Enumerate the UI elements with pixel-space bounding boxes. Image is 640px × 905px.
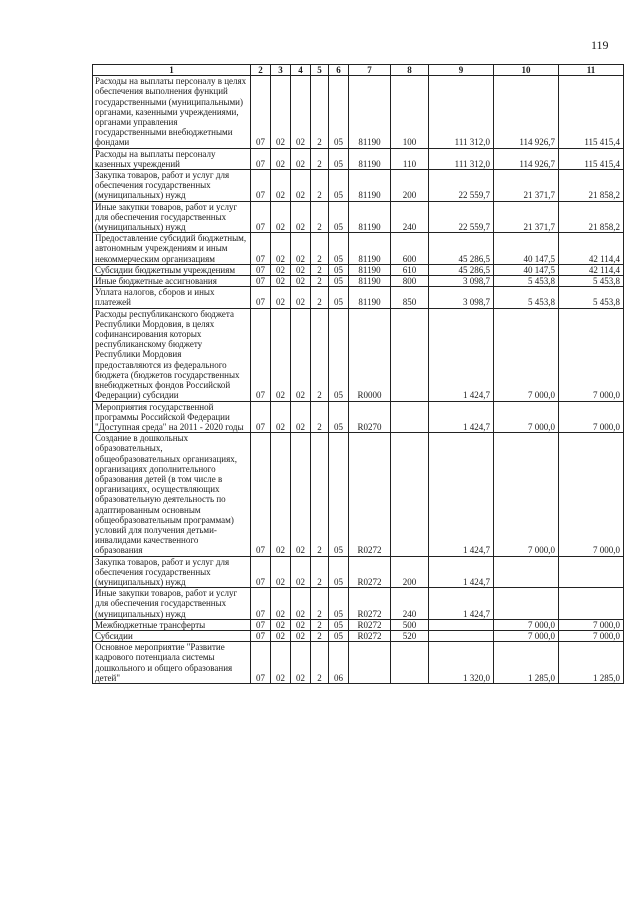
table-row [93,619,624,630]
cell-c3: 02 [271,170,291,202]
cell-c5: 2 [311,264,329,275]
cell-c11: 42 114,4 [559,233,624,265]
row-name: Предоставление субсидий бюджетным, автономным учреждениям и иным некоммерческим организациям [93,233,251,265]
cell-c4: 02 [291,264,311,275]
cell-c10: 7 000,0 [494,401,559,433]
cell-c7: 81190 [349,170,391,202]
column-header: 10 [494,65,559,76]
column-header: 11 [559,65,624,76]
cell-c6: 05 [329,148,349,169]
cell-c5: 2 [311,148,329,169]
cell-c4: 02 [291,433,311,556]
cell-c3: 02 [271,76,291,148]
cell-c7: R0272 [349,556,391,588]
cell-c11: 115 415,4 [559,76,624,148]
cell-c8: 610 [391,264,429,275]
table-row [93,588,624,620]
cell-c11: 5 453,8 [559,276,624,287]
cell-c8: 200 [391,556,429,588]
cell-c8: 240 [391,201,429,233]
cell-c6: 06 [329,642,349,684]
cell-c6: 05 [329,619,349,630]
cell-c6: 05 [329,170,349,202]
cell-c6: 05 [329,630,349,641]
row-name: Иные закупки товаров, работ и услуг для обеспечения государственных (муниципальных) нужд [93,201,251,233]
cell-c2: 07 [251,287,271,308]
row-name: Субсидии [93,630,251,641]
row-name: Расходы на выплаты персоналу казенных учреждений [93,148,251,169]
row-name: Расходы на выплаты персоналу в целях обеспечения выполнения функций государственными (муниципальными) органами, казенными учреждениями, органами управления государственными внебюджетными фондами [93,76,251,148]
cell-c10: 114 926,7 [494,76,559,148]
cell-c11: 21 858,2 [559,170,624,202]
cell-c3: 02 [271,287,291,308]
cell-c7 [349,642,391,684]
cell-c2: 07 [251,619,271,630]
cell-c9: 22 559,7 [429,201,494,233]
cell-c6: 05 [329,233,349,265]
column-header: 4 [291,65,311,76]
cell-c10: 1 285,0 [494,642,559,684]
cell-c6: 05 [329,287,349,308]
cell-c9: 22 559,7 [429,170,494,202]
cell-c3: 02 [271,556,291,588]
cell-c7: R0272 [349,433,391,556]
cell-c7: 81190 [349,233,391,265]
cell-c4: 02 [291,619,311,630]
table-row [93,264,624,275]
budget-table [92,64,624,684]
cell-c11: 115 415,4 [559,148,624,169]
cell-c10 [494,556,559,588]
cell-c6: 05 [329,76,349,148]
table-row [93,401,624,433]
cell-c6: 05 [329,433,349,556]
cell-c3: 02 [271,401,291,433]
cell-c3: 02 [271,642,291,684]
cell-c9: 1 320,0 [429,642,494,684]
cell-c8: 800 [391,276,429,287]
column-header: 3 [271,65,291,76]
cell-c4: 02 [291,642,311,684]
table-row [93,233,624,265]
cell-c5: 2 [311,170,329,202]
cell-c4: 02 [291,148,311,169]
column-header: 2 [251,65,271,76]
cell-c6: 05 [329,556,349,588]
cell-c11: 42 114,4 [559,264,624,275]
cell-c8 [391,642,429,684]
cell-c5: 2 [311,308,329,401]
cell-c5: 2 [311,588,329,620]
table-row [93,642,624,684]
cell-c4: 02 [291,170,311,202]
cell-c3: 02 [271,201,291,233]
cell-c5: 2 [311,287,329,308]
cell-c9: 1 424,7 [429,433,494,556]
column-header: 1 [93,65,251,76]
table-row [93,276,624,287]
cell-c11: 7 000,0 [559,433,624,556]
cell-c10: 114 926,7 [494,148,559,169]
column-header: 9 [429,65,494,76]
cell-c2: 07 [251,201,271,233]
cell-c4: 02 [291,630,311,641]
cell-c10: 7 000,0 [494,433,559,556]
column-header: 6 [329,65,349,76]
table-row [93,76,624,148]
cell-c4: 02 [291,588,311,620]
cell-c8: 500 [391,619,429,630]
cell-c3: 02 [271,148,291,169]
cell-c11: 7 000,0 [559,619,624,630]
cell-c11: 21 858,2 [559,201,624,233]
cell-c7: 81190 [349,148,391,169]
cell-c11: 7 000,0 [559,308,624,401]
cell-c2: 07 [251,308,271,401]
table-row [93,201,624,233]
cell-c6: 05 [329,308,349,401]
cell-c10: 7 000,0 [494,308,559,401]
cell-c3: 02 [271,630,291,641]
cell-c10: 40 147,5 [494,264,559,275]
cell-c5: 2 [311,619,329,630]
cell-c6: 05 [329,264,349,275]
cell-c2: 07 [251,556,271,588]
cell-c4: 02 [291,308,311,401]
cell-c4: 02 [291,287,311,308]
cell-c10: 7 000,0 [494,630,559,641]
cell-c3: 02 [271,276,291,287]
row-name: Основное мероприятие "Развитие кадрового потенциала системы дошкольного и общего образования детей" [93,642,251,684]
cell-c10: 7 000,0 [494,619,559,630]
cell-c5: 2 [311,233,329,265]
cell-c6: 05 [329,401,349,433]
cell-c7: R0272 [349,588,391,620]
cell-c10: 40 147,5 [494,233,559,265]
cell-c10: 5 453,8 [494,276,559,287]
table-body [93,76,624,684]
cell-c9 [429,630,494,641]
cell-c2: 07 [251,630,271,641]
cell-c7: R0272 [349,619,391,630]
cell-c2: 07 [251,170,271,202]
cell-c2: 07 [251,148,271,169]
cell-c7: 81190 [349,276,391,287]
cell-c6: 05 [329,201,349,233]
cell-c8: 240 [391,588,429,620]
cell-c4: 02 [291,276,311,287]
cell-c9: 1 424,7 [429,588,494,620]
row-name: Расходы республиканского бюджета Республики Мордовия, в целях софинансирования которых республиканскому бюджету Республики Мордовия предоставляются из федерального бюджета (бюджетов государственных внебюджетных фондов Российской Федерации) субсидии [93,308,251,401]
cell-c2: 07 [251,76,271,148]
cell-c9: 3 098,7 [429,276,494,287]
cell-c3: 02 [271,233,291,265]
cell-c7: 81190 [349,287,391,308]
cell-c11: 7 000,0 [559,630,624,641]
cell-c11: 7 000,0 [559,401,624,433]
row-name: Межбюджетные трансферты [93,619,251,630]
table-row [93,433,624,556]
cell-c8 [391,433,429,556]
table-row [93,308,624,401]
cell-c8: 850 [391,287,429,308]
cell-c10: 21 371,7 [494,170,559,202]
cell-c7: R0000 [349,308,391,401]
cell-c10 [494,588,559,620]
cell-c4: 02 [291,201,311,233]
cell-c2: 07 [251,276,271,287]
cell-c2: 07 [251,433,271,556]
column-header: 7 [349,65,391,76]
table-row [93,148,624,169]
cell-c9: 111 312,0 [429,148,494,169]
cell-c9: 1 424,7 [429,308,494,401]
cell-c5: 2 [311,433,329,556]
cell-c2: 07 [251,642,271,684]
cell-c9: 1 424,7 [429,556,494,588]
cell-c5: 2 [311,642,329,684]
cell-c9 [429,619,494,630]
cell-c8: 600 [391,233,429,265]
row-name: Иные закупки товаров, работ и услуг для обеспечения государственных (муниципальных) нужд [93,588,251,620]
cell-c9: 45 286,5 [429,264,494,275]
cell-c2: 07 [251,401,271,433]
cell-c11: 1 285,0 [559,642,624,684]
cell-c9: 45 286,5 [429,233,494,265]
cell-c4: 02 [291,556,311,588]
cell-c3: 02 [271,308,291,401]
table-row [93,287,624,308]
cell-c9: 3 098,7 [429,287,494,308]
cell-c7: R0270 [349,401,391,433]
cell-c11 [559,556,624,588]
row-name: Мероприятия государственной программы Российской Федерации "Доступная среда" на 2011 - 2020 годы [93,401,251,433]
cell-c8: 200 [391,170,429,202]
page-number: 119 [591,38,609,52]
cell-c6: 05 [329,276,349,287]
cell-c5: 2 [311,401,329,433]
cell-c7: 81190 [349,201,391,233]
cell-c10: 21 371,7 [494,201,559,233]
cell-c8: 520 [391,630,429,641]
column-header: 8 [391,65,429,76]
cell-c3: 02 [271,588,291,620]
cell-c8 [391,308,429,401]
table-row [93,170,624,202]
cell-c8: 110 [391,148,429,169]
cell-c8 [391,401,429,433]
cell-c2: 07 [251,588,271,620]
cell-c7: 81190 [349,264,391,275]
column-header: 5 [311,65,329,76]
cell-c5: 2 [311,76,329,148]
cell-c2: 07 [251,264,271,275]
cell-c11: 5 453,8 [559,287,624,308]
cell-c4: 02 [291,76,311,148]
cell-c5: 2 [311,201,329,233]
row-name: Закупка товаров, работ и услуг для обеспечения государственных (муниципальных) нужд [93,170,251,202]
cell-c5: 2 [311,556,329,588]
cell-c6: 05 [329,588,349,620]
cell-c7: 81190 [349,76,391,148]
cell-c3: 02 [271,619,291,630]
header-row [93,65,624,76]
row-name: Закупка товаров, работ и услуг для обеспечения государственных (муниципальных) нужд [93,556,251,588]
cell-c4: 02 [291,401,311,433]
cell-c5: 2 [311,276,329,287]
cell-c9: 111 312,0 [429,76,494,148]
cell-c7: R0272 [349,630,391,641]
row-name: Уплата налогов, сборов и иных платежей [93,287,251,308]
table-row [93,630,624,641]
cell-c9: 1 424,7 [429,401,494,433]
cell-c3: 02 [271,433,291,556]
table-row [93,556,624,588]
cell-c5: 2 [311,630,329,641]
row-name: Субсидии бюджетным учреждениям [93,264,251,275]
cell-c4: 02 [291,233,311,265]
cell-c8: 100 [391,76,429,148]
row-name: Иные бюджетные ассигнования [93,276,251,287]
cell-c3: 02 [271,264,291,275]
cell-c11 [559,588,624,620]
row-name: Создание в дошкольных образовательных, общеобразовательных организациях, организациях дополнительного образования детей (в том числе в организациях, осуществляющих образовательную деятельность по адаптированным основным общеобразовательным программам) условий для получения детьми-инвалидами качественного образования [93,433,251,556]
cell-c2: 07 [251,233,271,265]
cell-c10: 5 453,8 [494,287,559,308]
